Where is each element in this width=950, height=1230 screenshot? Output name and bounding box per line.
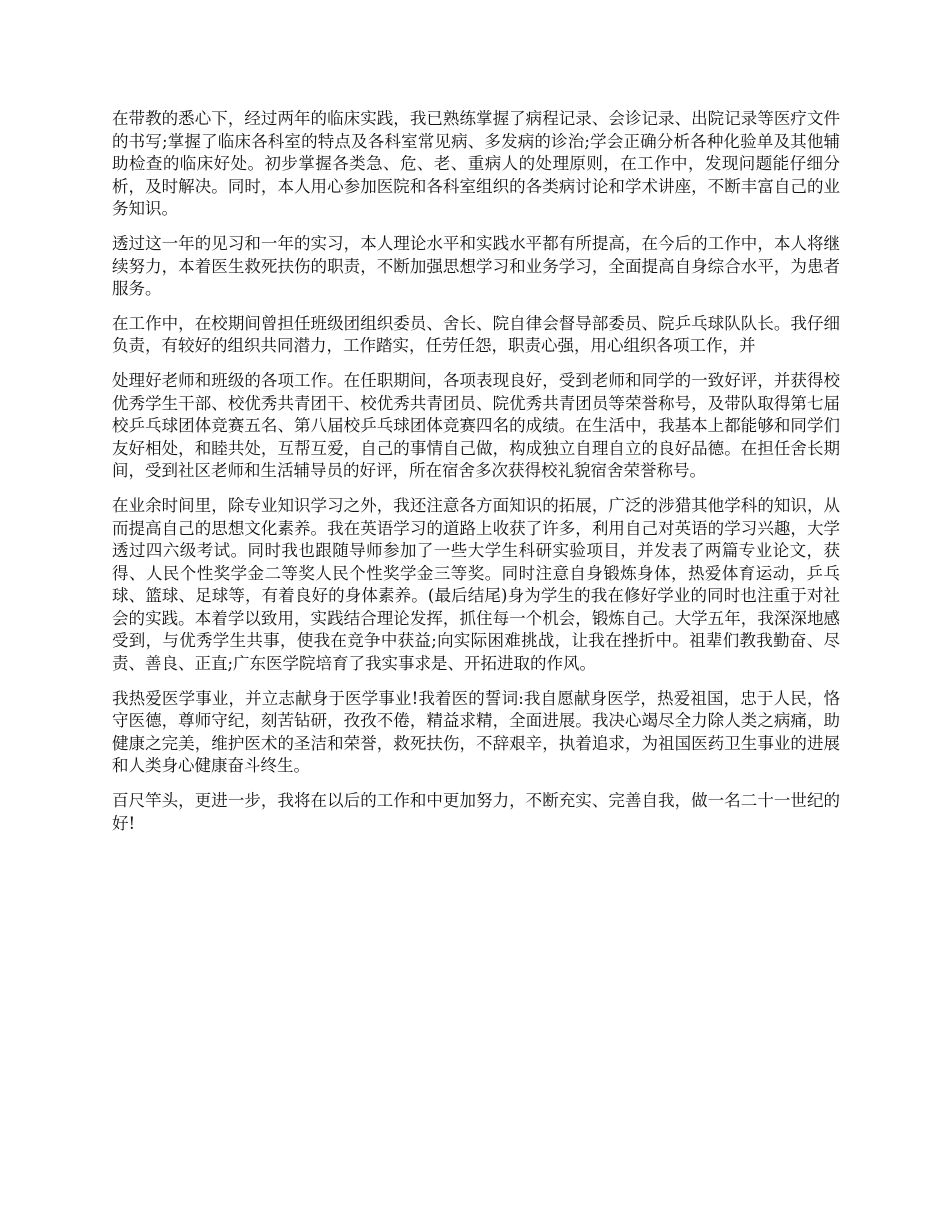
paragraph-oath: 我热爱医学事业，并立志献身于医学事业!我着医的誓词:我自愿献身医学，热爱祖国，忠于人民，恪守医德，尊师守纪，刻苦钻研，孜孜不倦，精益求精，全面进展。我决心竭尽全力除人类之病痛，助健康之完美，维护医术的圣洁和荣誉，救死扶伤，不辞艰辛，执着追求，为祖国医药卫生事业的进展和人类身心健康奋斗终生。 xyxy=(112,688,840,776)
paragraph-internship-summary: 透过这一年的见习和一年的实习，本人理论水平和实践水平都有所提高，在今后的工作中，本人将继续努力，本着医生救死扶伤的职责，不断加强思想学习和业务学习，全面提高自身综合水平，为患者服务。 xyxy=(112,233,840,299)
paragraph-student-roles: 在工作中，在校期间曾担任班级团组织委员、舍长、院自律会督导部委员、院乒乓球队队长。我仔细负责，有较好的组织共同潜力，工作踏实，任劳任怨，职责心强，用心组织各项工作，并 xyxy=(112,313,840,356)
paragraph-closing: 百尺竿头，更进一步，我将在以后的工作和中更加努力，不断充实、完善自我，做一名二十一世纪的好! xyxy=(112,791,840,833)
document-body xyxy=(112,108,840,847)
paragraph-spare-time: 在业余时间里，除专业知识学习之外，我还注意各方面知识的拓展，广泛的涉猎其他学科的知识，从而提高自己的思想文化素养。我在英语学习的道路上收获了许多，利用自己对英语的学习兴趣，大学透过四六级考试。同时我也跟随导师参加了一些大学生科研实验项目，并发表了两篇专业论文，获得、人民个性奖学金二等奖人民个性奖学金三等奖。同时注意自身锻炼身体，热爱体育运动，乒乓球、篮球、足球等，有着良好的身体素养。(最后结尾)身为学生的我在修好学业的同时也注重于对社会的实践。本着学以致用，实践结合理论发挥，抓住每一个机会，锻炼自己。大学五年，我深深地感受到，与优秀学生共事，使我在竞争中获益;向实际困难挑战，让我在挫折中。祖辈们教我勤奋、尽责、善良、正直;广东医学院培育了我实事求是、开拓进取的作风。 xyxy=(112,495,840,674)
paragraph-clinical-practice: 在带教的悉心下，经过两年的临床实践，我已熟练掌握了病程记录、会诊记录、出院记录等医疗文件的书写;掌握了临床各科室的特点及各科室常见病、多发病的诊治;学会正确分析各种化验单及其他辅助检查的临床好处。初步掌握各类急、危、老、重病人的处理原则，在工作中，发现问题能仔细分析，及时解决。同时，本人用心参加医院和各科室组织的各类病讨论和学术讲座，不断丰富自己的业务知识。 xyxy=(112,109,840,219)
paragraph-honors: 处理好老师和班级的各项工作。在任职期间，各项表现良好，受到老师和同学的一致好评，并获得校优秀学生干部、校优秀共青团干、校优秀共青团员、院优秀共青团员等荣誉称号，及带队取得第七届校乒乓球团体竞赛五名、第八届校乒乓球团体竞赛四名的成绩。在生活中，我基本上都能够和同学们友好相处，和睦共处，互帮互爱，自己的事情自己做，构成独立自理自立的良好品德。在担任舍长期间，受到社区老师和生活辅导员的好评，所在宿舍多次获得校礼貌宿舍荣誉称号。 xyxy=(112,370,840,481)
